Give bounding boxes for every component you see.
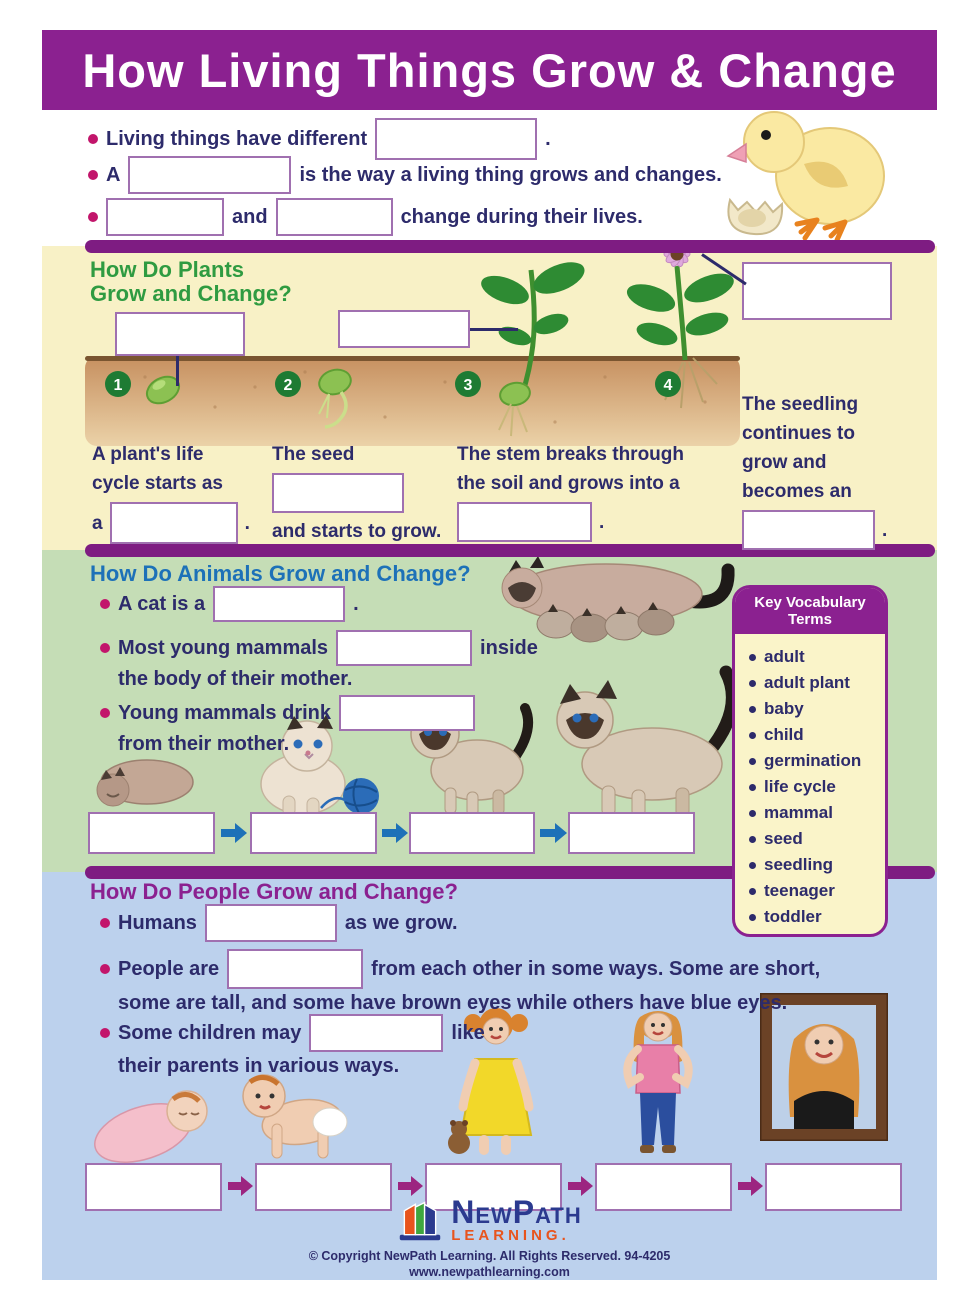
- bullet-icon: [88, 212, 98, 222]
- plant-caption-2: [272, 440, 452, 546]
- answer-blank[interactable]: [115, 312, 245, 356]
- answer-blank[interactable]: [227, 949, 363, 989]
- newborn-baby-illustration: [85, 1075, 220, 1170]
- answer-blank[interactable]: [338, 310, 470, 348]
- intro-bullet-3-and: and: [232, 205, 268, 228]
- plants-heading-line1: How Do Plants: [90, 257, 245, 282]
- intro-bullet-1-text: Living things have different: [106, 127, 368, 150]
- answer-blank[interactable]: [375, 118, 537, 160]
- bullet-icon: [100, 964, 110, 974]
- title-band: [42, 30, 937, 110]
- people-bullet-1-pre: Humans: [118, 911, 197, 934]
- section-divider: [85, 240, 935, 253]
- brand-subtitle: LEARNING.: [451, 1226, 570, 1244]
- newborn-baby-icon: [85, 1075, 220, 1165]
- caption-text: the soil and grows into a: [457, 473, 680, 494]
- intro-bullet-2-pre: A: [106, 163, 121, 186]
- vocabulary-title-line2: Terms: [788, 611, 832, 628]
- people-bullet-3-line2-text: their parents in various ways.: [118, 1055, 400, 1077]
- caption-text: .: [244, 512, 250, 534]
- sequence-blank[interactable]: [568, 812, 695, 854]
- chick-illustration: [712, 102, 907, 249]
- bullet-icon: [749, 914, 756, 921]
- adult-portrait-icon: [760, 993, 888, 1141]
- answer-blank[interactable]: [742, 510, 875, 550]
- animals-bullet-2-line2: [118, 668, 352, 691]
- plant-caption-3: [457, 440, 697, 542]
- sequence-blank[interactable]: [250, 812, 377, 854]
- sequence-arrow-icon: [228, 1182, 242, 1190]
- answer-blank[interactable]: [213, 586, 345, 622]
- intro-bullet-3: [88, 197, 643, 237]
- animals-bullet-3-line2-text: from their mother.: [118, 733, 290, 755]
- teenager-illustration: [600, 1003, 715, 1168]
- bullet-icon: [749, 836, 756, 843]
- people-bullet-2-pre: People are: [118, 957, 220, 980]
- answer-blank[interactable]: [457, 502, 592, 542]
- animals-bullet-2-line2-text: the body of their mother.: [118, 668, 353, 690]
- caption-text: and starts to grow.: [272, 521, 442, 542]
- animals-bullet-1-period: .: [353, 592, 359, 615]
- sequence-arrow-icon: [540, 829, 556, 837]
- intro-bullet-3-post: change during their lives.: [400, 205, 643, 228]
- people-bullet-2-line2-text: some are tall, and some have brown eyes while others have blue eyes.: [118, 992, 788, 1014]
- teenager-icon: [600, 1003, 715, 1163]
- plant-caption-1: [92, 440, 262, 544]
- leader-line: [176, 356, 179, 386]
- bullet-icon: [749, 888, 756, 895]
- answer-blank[interactable]: [110, 502, 238, 544]
- animals-bullet-1: [100, 585, 359, 623]
- caption-text: becomes an: [742, 481, 852, 502]
- adult-cat-icon: [540, 658, 745, 818]
- plants-heading-line2: Grow and Change?: [90, 281, 292, 306]
- brand-logo: [0, 1193, 979, 1249]
- caption-text: a: [92, 512, 103, 534]
- stage-number-4: 4: [663, 377, 673, 394]
- bullet-icon: [88, 134, 98, 144]
- bullet-icon: [100, 643, 110, 653]
- chick-icon: [712, 102, 907, 244]
- plant-caption-4: [742, 390, 912, 550]
- vocabulary-term: germination: [749, 748, 877, 774]
- vocabulary-term: toddler: [749, 904, 877, 930]
- sequence-arrow-icon: [738, 1182, 752, 1190]
- caption-text: cycle starts as: [92, 473, 223, 494]
- animals-bullet-2: [100, 629, 538, 667]
- adult-cat-illustration: [540, 658, 745, 823]
- animals-bullet-2-post: inside: [480, 636, 538, 659]
- people-bullet-3-pre: Some children may: [118, 1021, 302, 1044]
- people-bullet-2: [100, 948, 820, 990]
- vocabulary-term: life cycle: [749, 774, 877, 800]
- stage-number-1: 1: [113, 377, 123, 394]
- people-bullet-3-line2: [118, 1055, 399, 1078]
- vocabulary-term: seed: [749, 826, 877, 852]
- sequence-arrow-icon: [382, 829, 397, 837]
- crawling-baby-illustration: [230, 1066, 360, 1169]
- caption-text: continues to: [742, 423, 855, 444]
- caption-text: The stem breaks through: [457, 444, 684, 465]
- brand-name: NewPath: [451, 1193, 582, 1230]
- intro-bullet-1-period: .: [545, 127, 551, 150]
- website-text: www.newpathlearning.com: [409, 1265, 570, 1279]
- answer-blank[interactable]: [128, 156, 291, 194]
- bullet-icon: [749, 810, 756, 817]
- answer-blank[interactable]: [205, 904, 337, 942]
- bullet-icon: [749, 680, 756, 687]
- intro-bullet-2: [88, 155, 722, 195]
- people-bullet-3: [100, 1013, 485, 1053]
- sequence-arrow-icon: [398, 1182, 412, 1190]
- bullet-icon: [88, 170, 98, 180]
- bullet-icon: [749, 732, 756, 739]
- stage-number-3: 3: [463, 377, 473, 394]
- bullet-icon: [749, 706, 756, 713]
- bullet-icon: [100, 918, 110, 928]
- people-bullet-3-post: like: [451, 1021, 485, 1044]
- sequence-blank[interactable]: [409, 812, 535, 854]
- crawling-baby-icon: [230, 1066, 360, 1164]
- answer-blank[interactable]: [336, 630, 472, 666]
- people-bullet-1: [100, 903, 458, 943]
- plants-heading: [90, 258, 292, 306]
- caption-text: A plant's life: [92, 444, 204, 465]
- answer-blank[interactable]: [309, 1014, 443, 1052]
- bullet-icon: [100, 708, 110, 718]
- caption-text: The seed: [272, 444, 355, 465]
- newpath-books-icon: [397, 1196, 443, 1244]
- sequence-arrow-icon: [568, 1182, 582, 1190]
- vocabulary-term: adult: [749, 644, 877, 670]
- animals-bullet-3: [100, 694, 475, 732]
- answer-blank[interactable]: [276, 198, 393, 236]
- people-bullet-1-post: as we grow.: [344, 911, 458, 934]
- answer-blank[interactable]: [742, 262, 892, 320]
- vocabulary-term: baby: [749, 696, 877, 722]
- animals-bullet-3-pre: Young mammals drink: [118, 701, 332, 724]
- bullet-icon: [749, 758, 756, 765]
- answer-blank[interactable]: [106, 198, 224, 236]
- answer-blank[interactable]: [339, 695, 475, 731]
- vocabulary-term: adult plant: [749, 670, 877, 696]
- sequence-arrow-icon: [221, 829, 236, 837]
- people-bullet-2-post: from each other in some ways. Some are short,: [371, 957, 821, 980]
- animals-bullet-1-text: A cat is a: [118, 592, 206, 615]
- vocabulary-list: [735, 644, 885, 930]
- stage-number-2: 2: [283, 377, 293, 394]
- people-bullet-2-line2: [118, 992, 787, 1015]
- leader-line: [470, 328, 518, 331]
- key-vocabulary-box: [732, 585, 888, 937]
- answer-blank[interactable]: [272, 473, 404, 513]
- vocabulary-term: mammal: [749, 800, 877, 826]
- animals-heading: How Do Animals Grow and Change?: [90, 561, 471, 586]
- page-title: How Living Things Grow & Change: [82, 43, 897, 97]
- caption-text: .: [599, 511, 605, 533]
- people-heading: How Do People Grow and Change?: [90, 879, 458, 904]
- sequence-blank[interactable]: [88, 812, 215, 854]
- vocabulary-title-line1: Key Vocabulary: [754, 594, 866, 611]
- vocabulary-header: [735, 588, 885, 634]
- caption-text: grow and: [742, 452, 827, 473]
- vocabulary-term: child: [749, 722, 877, 748]
- bullet-icon: [749, 784, 756, 791]
- animals-bullet-3-line2: [118, 733, 289, 756]
- bullet-icon: [100, 599, 110, 609]
- bullet-icon: [749, 654, 756, 661]
- animals-bullet-2-pre: Most young mammals: [118, 636, 329, 659]
- intro-bullet-2-post: is the way a living thing grows and changes.: [299, 163, 722, 186]
- caption-text: The seedling: [742, 394, 859, 415]
- adult-portrait-illustration: [760, 993, 888, 1146]
- bullet-icon: [100, 1028, 110, 1038]
- caption-text: .: [882, 519, 888, 541]
- vocabulary-term: seedling: [749, 852, 877, 878]
- vocabulary-term: teenager: [749, 878, 877, 904]
- bullet-icon: [749, 862, 756, 869]
- copyright-text: © Copyright NewPath Learning. All Rights Reserved. 94-4205: [308, 1249, 671, 1263]
